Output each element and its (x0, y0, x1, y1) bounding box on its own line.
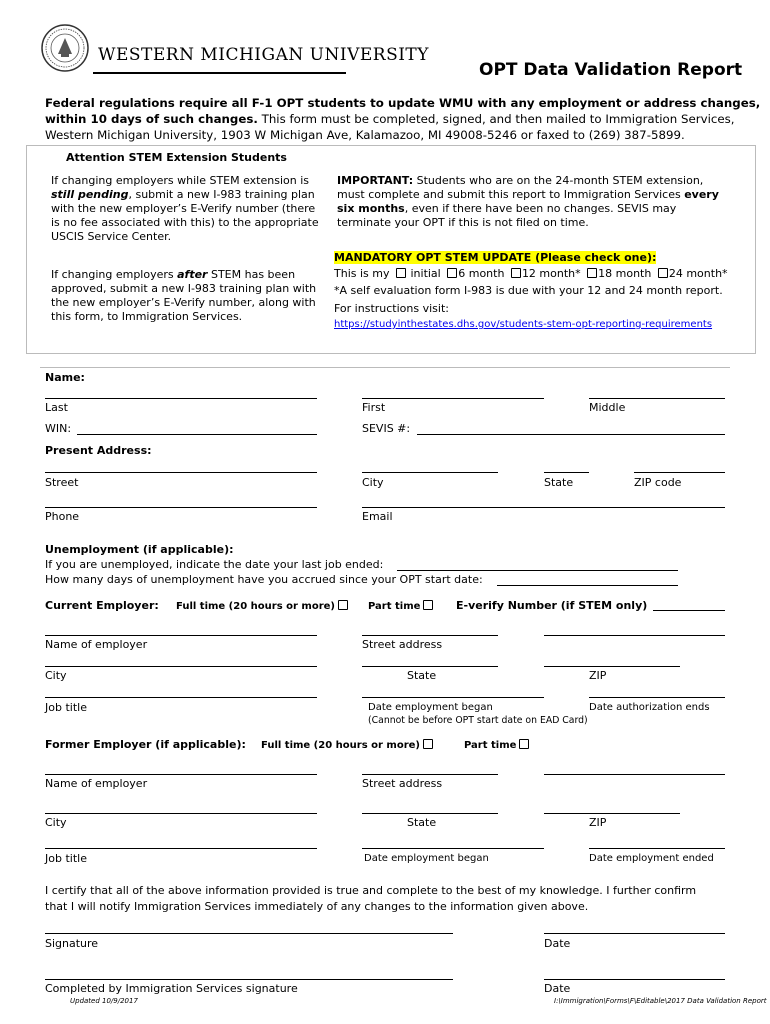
former-date-began-field[interactable] (362, 848, 544, 849)
win-field[interactable] (77, 434, 317, 435)
current-date-began-label: Date employment began (368, 702, 493, 713)
unemployment-heading: Unemployment (if applicable): (45, 543, 234, 556)
current-employer-heading: Current Employer: (45, 599, 159, 612)
former-job-field[interactable] (45, 848, 317, 849)
current-auth-ends-field[interactable] (589, 697, 725, 698)
stem-left-2: If changing employers after STEM has been approved, submit a new I-983 training plan with the new employer’s E-Verify number, along with this form, to Immigration Services. (51, 268, 317, 323)
everify-label: E-verify Number (if STEM only) (456, 599, 648, 612)
former-state-field[interactable] (362, 813, 498, 814)
completed-by-label: Completed by Immigration Services signature (45, 982, 298, 995)
unemployment-q2: How many days of unemployment have you accrued since your OPT start date: (45, 573, 483, 586)
stem-checkbox-row: This is my initial 6 month 12 month* 18 month 24 month* (334, 267, 728, 280)
email-field[interactable] (362, 507, 725, 508)
instructions-label: For instructions visit: (334, 302, 449, 315)
stem-left-1: If changing employers while STEM extension is still pending, submit a new I-983 training plan with the new employer’s E-Verify number (there is no fee associated with this) to the appropriate USCIS Service Center. (51, 174, 319, 243)
former-employer-name-label: Name of employer (45, 777, 148, 790)
former-employer-name-field[interactable] (45, 774, 317, 775)
current-auth-ends-label: Date authorization ends (589, 702, 710, 713)
former-date-ended-field[interactable] (589, 848, 725, 849)
file-path-note: I:\Immigration\Forms\F\Editable\2017 Data Validation Report (554, 997, 767, 1005)
state-label: State (544, 476, 574, 489)
current-parttime-option: Part time (368, 600, 434, 613)
former-fulltime-checkbox[interactable] (423, 739, 433, 749)
current-fulltime-checkbox[interactable] (338, 600, 348, 610)
name-heading: Name: (45, 371, 85, 384)
former-date-began-label: Date employment began (364, 853, 489, 864)
email-label: Email (362, 510, 393, 523)
unemployment-q1: If you are unemployed, indicate the date your last job ended: (45, 558, 384, 571)
date-label-2: Date (544, 982, 571, 995)
current-city-field[interactable] (45, 666, 317, 667)
current-job-field[interactable] (45, 697, 317, 698)
state-field[interactable] (544, 472, 589, 473)
former-city-label: City (45, 816, 67, 829)
address-heading: Present Address: (45, 444, 152, 457)
street-label: Street (45, 476, 79, 489)
zip-label: ZIP code (634, 476, 682, 489)
city-label: City (362, 476, 384, 489)
12-month-checkbox[interactable] (511, 268, 521, 278)
signature-field[interactable] (45, 933, 453, 934)
former-street-label: Street address (362, 777, 443, 790)
everify-field[interactable] (653, 610, 725, 611)
header-rule (93, 72, 346, 74)
current-employer-name-field[interactable] (45, 635, 317, 636)
former-street-field-2[interactable] (544, 774, 725, 775)
university-seal-icon (41, 24, 89, 72)
current-employer-name-label: Name of employer (45, 638, 148, 651)
former-parttime-option: Part time (464, 739, 530, 752)
date-field-1[interactable] (544, 933, 725, 934)
updated-note: Updated 10/9/2017 (70, 997, 138, 1005)
first-name-line (362, 398, 544, 399)
current-zip-field[interactable] (544, 666, 680, 667)
stem-heading: Attention STEM Extension Students (66, 151, 287, 164)
zip-field[interactable] (634, 472, 725, 473)
certify-line-2: that I will notify Immigration Services immediately of any changes to the information given above. (45, 900, 589, 913)
city-field[interactable] (362, 472, 498, 473)
current-street-label: Street address (362, 638, 443, 651)
divider (40, 367, 730, 368)
current-street-field-2[interactable] (544, 635, 725, 636)
6-month-checkbox[interactable] (447, 268, 457, 278)
signature-label: Signature (45, 937, 99, 950)
mandatory-update-label: MANDATORY OPT STEM UPDATE (Please check one): (334, 251, 657, 264)
current-state-label: State (407, 669, 437, 682)
last-name-label: Last (45, 401, 68, 414)
intro-line-2: within 10 days of such changes. This form must be completed, signed, and then mailed to Immigration Services, (45, 112, 735, 126)
first-name-label: First (362, 401, 386, 414)
initial-checkbox[interactable] (396, 268, 406, 278)
current-city-label: City (45, 669, 67, 682)
win-label: WIN: (45, 422, 72, 435)
former-job-label: Job title (45, 852, 87, 865)
ead-note: (Cannot be before OPT start date on EAD Card) (368, 715, 588, 726)
former-street-field[interactable] (362, 774, 498, 775)
last-job-ended-field[interactable] (397, 570, 678, 571)
sevis-field[interactable] (417, 434, 725, 435)
date-field-2[interactable] (544, 979, 725, 980)
current-job-label: Job title (45, 701, 87, 714)
intro-line-3: Western Michigan University, 1903 W Michigan Ave, Kalamazoo, MI 49008-5246 or faxed to (269) 387-5899. (45, 128, 685, 142)
former-city-field[interactable] (45, 813, 317, 814)
instructions-link[interactable]: https://studyinthestates.dhs.gov/students-stem-opt-reporting-requirements (334, 319, 713, 330)
certify-line-1: I certify that all of the above information provided is true and complete to the best of my knowledge. I further confirm (45, 884, 697, 897)
middle-name-label: Middle (589, 401, 626, 414)
former-employer-heading: Former Employer (if applicable): (45, 738, 246, 751)
street-field[interactable] (45, 472, 317, 473)
university-name: WESTERN MICHIGAN UNIVERSITY (98, 45, 429, 65)
sevis-label: SEVIS #: (362, 422, 411, 435)
former-zip-field[interactable] (544, 813, 680, 814)
current-street-field[interactable] (362, 635, 498, 636)
24-month-checkbox[interactable] (658, 268, 668, 278)
current-parttime-checkbox[interactable] (423, 600, 433, 610)
current-date-began-field[interactable] (362, 697, 544, 698)
intro-line-1: Federal regulations require all F-1 OPT students to update WMU with any employment or address changes, (45, 96, 761, 110)
current-state-field[interactable] (362, 666, 498, 667)
former-parttime-checkbox[interactable] (519, 739, 529, 749)
last-name-line (45, 398, 317, 399)
phone-field[interactable] (45, 507, 317, 508)
immigration-signature-field[interactable] (45, 979, 453, 980)
stem-important: IMPORTANT: Students who are on the 24-month STEM extension, must complete and submit this report to Immigration Services every six months, even if there have been no changes. SEVIS may terminate your OPT if this is not filed on time. (337, 174, 719, 229)
middle-name-line (589, 398, 725, 399)
former-fulltime-option: Full time (20 hours or more) (261, 739, 434, 752)
former-zip-label: ZIP (589, 816, 607, 829)
date-label-1: Date (544, 937, 571, 950)
instructions-link-wrap (334, 319, 712, 331)
18-month-checkbox[interactable] (587, 268, 597, 278)
former-state-label: State (407, 816, 437, 829)
current-zip-label: ZIP (589, 669, 607, 682)
current-fulltime-option: Full time (20 hours or more) (176, 600, 349, 613)
page-title: OPT Data Validation Report (479, 60, 743, 80)
phone-label: Phone (45, 510, 80, 523)
former-date-ended-label: Date employment ended (589, 853, 714, 864)
unemployment-days-field[interactable] (497, 585, 678, 586)
self-eval-note: *A self evaluation form I-983 is due with your 12 and 24 month report. (334, 284, 723, 297)
